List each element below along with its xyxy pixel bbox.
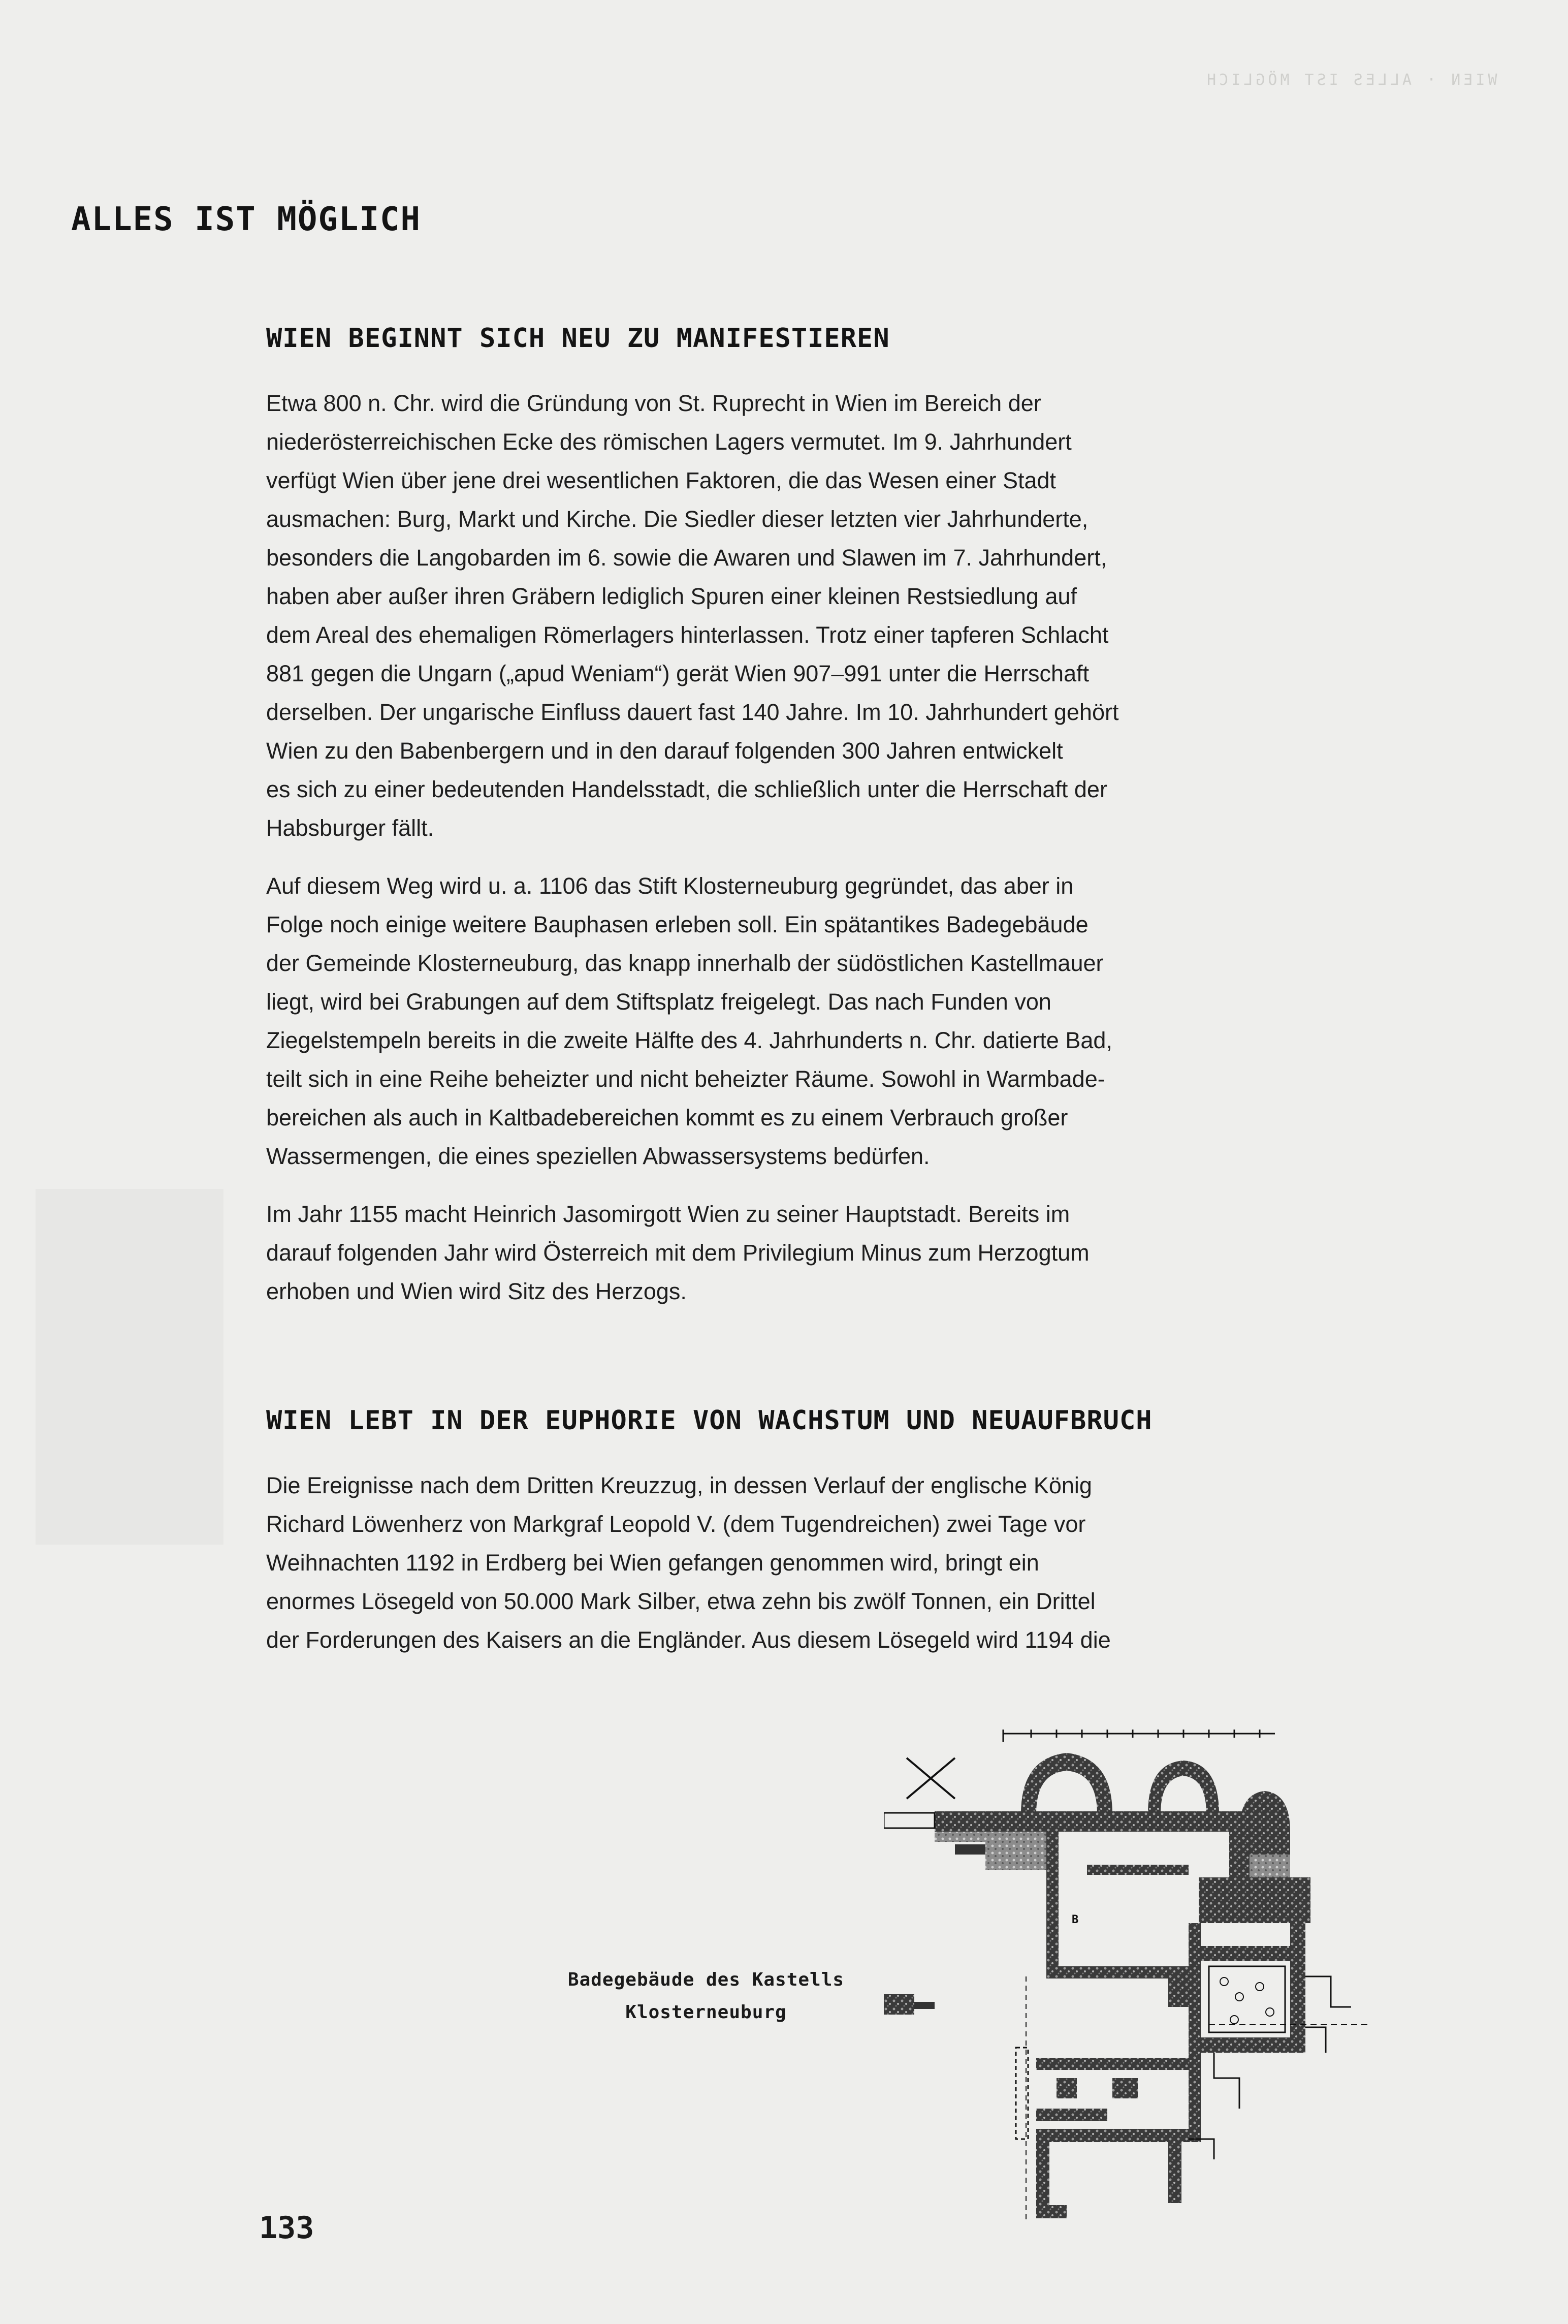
section-title: WIEN LEBT IN DER EUPHORIE VON WACHSTUM UND NEUAUFBRUCH	[266, 1405, 1153, 1436]
paragraph: Etwa 800 n. Chr. wird die Gründung von St. Ruprecht in Wien im Bereich der niederösterreichischen Ecke des römischen Lagers vermutet. Im 9. Jahrhundert verfügt Wien über jene drei wesentlichen Faktoren, die das Wesen einer Stadt ausmachen: Burg, Markt und Kirche. Die Siedler dieser letzten vier Jahrhunderte, besonders die Langobarden im 6. sowie die Awaren und Slawen im 7. Jahrhundert, haben aber außer ihren Gräbern lediglich Spuren einer kleinen Restsiedlung auf dem Areal des ehemaligen Römerlagers hinterlassen. Trotz einer tapferen Schlacht 881 gegen die Ungarn („apud Weniam“) gerät Wien 907–991 unter die Herrschaft derselben. Der ungarische Einfluss dauert fast 140 Jahre. Im 10. Jahrhundert gehört Wien zu den Babenbergern und in den darauf folgenden 300 Jahren entwickelt es sich zu einer bedeutenden Handelsstadt, die schließlich unter die Herrschaft der Habsburger fällt.	[266, 390, 1119, 841]
running-head: WIEN · ALLES IST MÖGLICH	[1203, 71, 1497, 89]
paragraph: Auf diesem Weg wird u. a. 1106 das Stift Klosterneuburg gegründet, das aber in Folge noch einige weitere Bauphasen erleben soll. Ein spätantikes Badegebäude der Gemeinde Klosterneuburg, das knapp innerhalb der südöstlichen Kastellmauer liegt, wird bei Grabungen auf dem Stiftsplatz freigelegt. Das nach Funden von Ziegelstempeln bereits in die zweite Hälfte des 4. Jahrhunderts n. Chr. datierte Bad, teilt sich in eine Reihe beheizter und nicht beheizter Räume. Sowohl in Warmbade- bereichen als auch in Kaltbadebereichen kommt es zu einem Verbrauch großer Wassermengen, die eines speziellen Abwassersystems bedürfen.	[266, 873, 1112, 1169]
scale-bar	[1003, 1730, 1275, 1742]
floor-plan-drawing	[884, 1722, 1382, 2251]
section-wien-beginnt	[266, 325, 1221, 1330]
figure-caption: Badegebäude des Kastells Klosterneuburg	[567, 1969, 845, 2023]
section-wien-lebt	[266, 1407, 1221, 1679]
page-number: 133	[259, 2210, 314, 2246]
floor-plan-figure	[884, 1722, 1382, 2251]
orientation-cross	[907, 1758, 955, 1799]
paragraph: Die Ereignisse nach dem Dritten Kreuzzug, in dessen Verlauf der englische König Richard Löwenherz von Markgraf Leopold V. (dem Tugendreichen) zwei Tage vor Weihnachten 1192 in Erdberg bei Wien gefangen genommen wird, bringt ein enormes Lösegeld von 50.000 Mark Silber, etwa zehn bis zwölf Tonnen, ein Drittel der Forderungen des Kaisers an die Engländer. Aus diesem Lösegeld wird 1194 die	[266, 1472, 1111, 1653]
chapter-title: ALLES IST MÖGLICH	[71, 201, 422, 238]
section-title: WIEN BEGINNT SICH NEU ZU MANIFESTIEREN	[266, 323, 890, 354]
room-label: B	[1072, 1913, 1079, 1926]
bleed-through-image	[36, 1189, 223, 1545]
paragraph: Im Jahr 1155 macht Heinrich Jasomirgott Wien zu seiner Hauptstadt. Bereits im darauf folgenden Jahr wird Österreich mit dem Privilegium Minus zum Herzogtum erhoben und Wien wird Sitz des Herzogs.	[266, 1201, 1090, 1304]
